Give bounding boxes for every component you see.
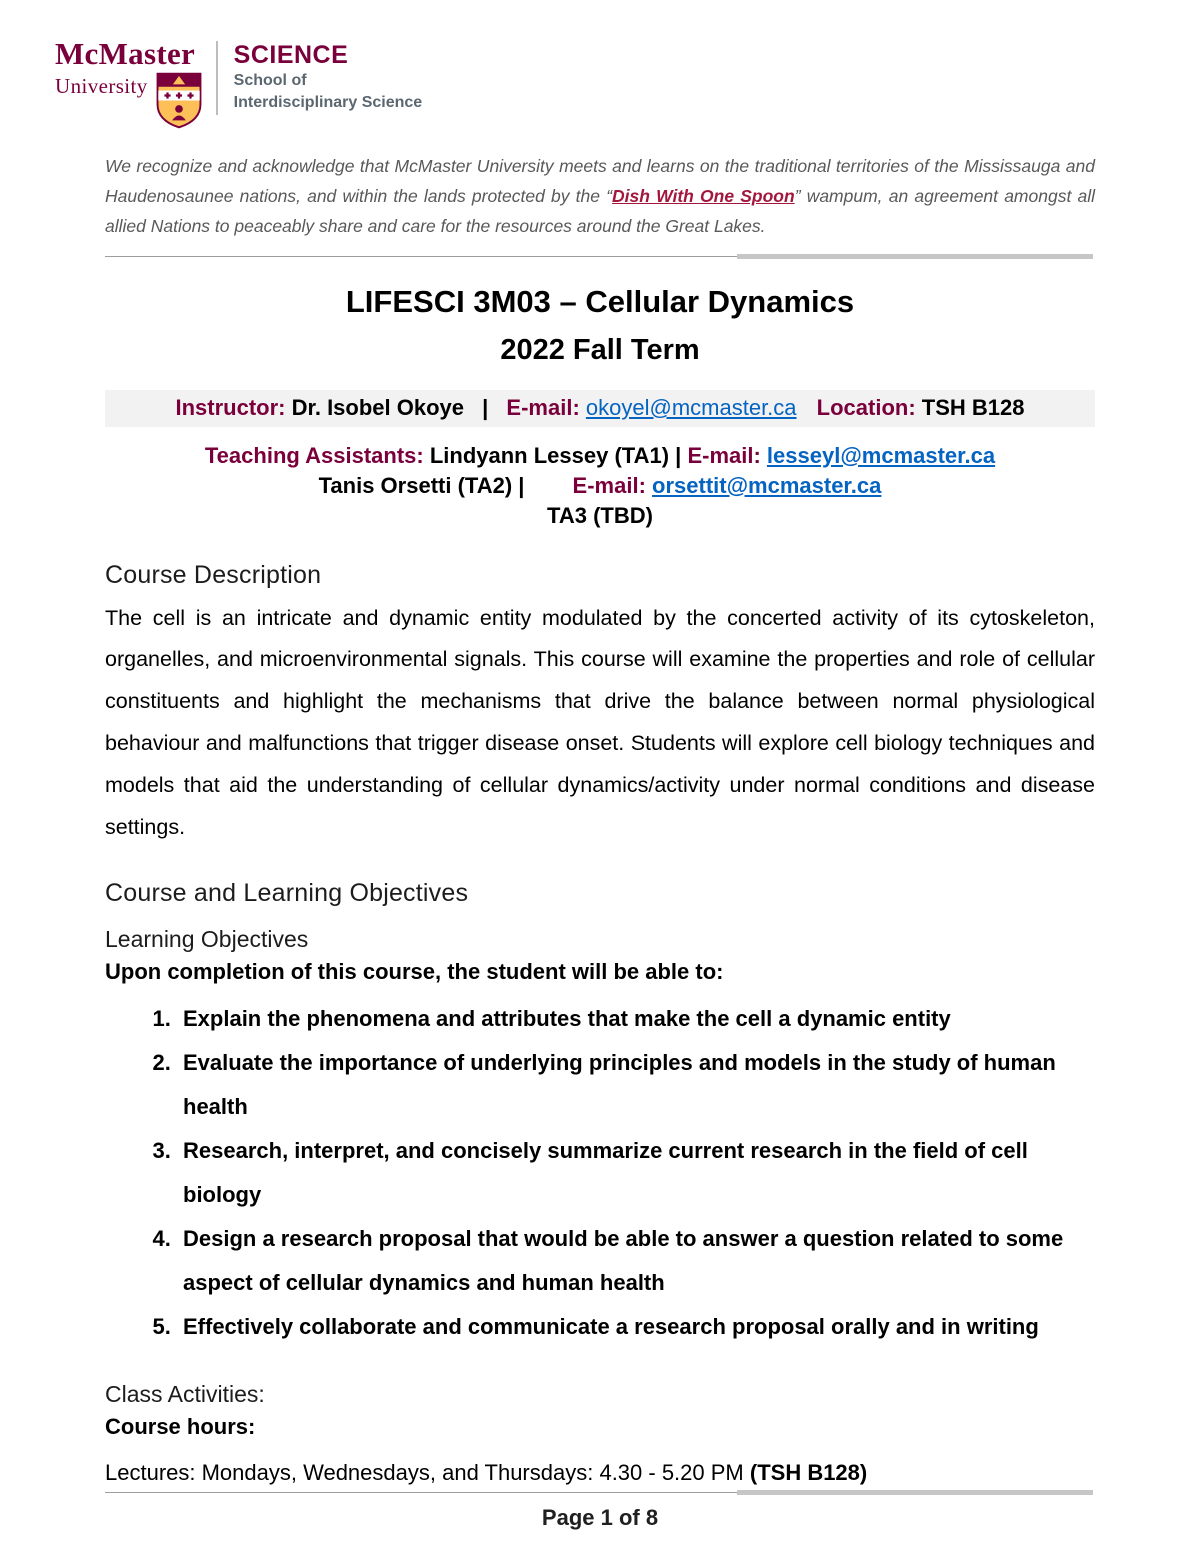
instructor-line [105,390,1095,427]
teaching-assistants-label: Teaching Assistants: [204,442,424,468]
course-title: LIFESCI 3M03 – Cellular Dynamics [345,283,855,319]
rule-thick-segment [737,1490,1093,1495]
instructor-email-label: E-mail: [506,394,580,420]
objectives-intro: Upon completion of this course, the student will be able to: [105,959,724,985]
objective-item-1: 1. Explain the phenomena and attributes that make the cell a dynamic entity [177,997,1095,1041]
header-boundary-rule [105,253,1095,260]
logo-divider [216,41,218,115]
instructor-email-link[interactable]: okoyel@mcmaster.ca [585,394,797,420]
logo-university-text: University [55,73,148,98]
location-label: Location: [816,394,916,420]
logo-wordmark [55,38,202,129]
objective-item-3: 3. Research, interpret, and concisely summarize current research in the field of cell biology [177,1129,1095,1217]
course-hours-label: Course hours: [105,1414,256,1440]
ta2-email-link[interactable]: orsettit@mcmaster.ca [652,472,882,498]
ta3-name: TA3 (TBD) [547,502,653,528]
document-body [105,282,1095,1486]
page-number: Page 1 of 8 [541,1505,659,1530]
lectures-text: Lectures: Mondays, Wednesdays, and Thursdays: 4.30 - 5.20 PM [105,1460,750,1486]
location-value: TSH B128 [921,394,1025,420]
rule-thick-segment [737,254,1093,259]
course-description-body: The cell is an intricate and dynamic entity modulated by the concerted activity of its cytoskeleton, organelles, and microenvironmental signals. This course will examine the properties and role of cellular constituents and highlight the mechanisms that drive the balance between normal physiological behaviour and malfunctions that trigger disease onset. Students will explore cell biology techniques and models that aid the understanding of cellular dynamics/activity under normal conditions and disease settings. [105,605,1095,840]
mcmaster-logo [55,38,1095,129]
objective-item-2: 2. Evaluate the importance of underlying principles and models in the study of human health [177,1041,1095,1129]
ta1-name: Lindyann Lessey (TA1) | [429,442,682,468]
dish-with-one-spoon-link[interactable]: Dish With One Spoon [612,185,795,206]
course-description-heading: Course Description [105,560,322,589]
teaching-assistants-block [105,441,1095,531]
ta-line-2 [105,471,1095,501]
learning-objectives-subheading: Learning Objectives [105,926,309,953]
logo-school-line2: Interdisciplinary Science [233,93,423,111]
ta2-name: Tanis Orsetti (TA2) | [318,472,525,498]
land-acknowledgment [105,151,1095,241]
ta2-email-label: E-mail: [572,472,646,498]
faculty-lockup [234,38,423,114]
logo-science-text: SCIENCE [233,41,349,69]
logo-mcmaster-text: McMaster [55,36,196,71]
ta-line-3 [105,501,1095,531]
mcmaster-crest-icon [156,72,202,129]
separator-pipe: | [482,394,489,420]
class-activities-heading: Class Activities: [105,1381,265,1408]
instructor-name: Dr. Isobel Okoye [291,394,465,420]
ta-line-1 [105,441,1095,471]
land-ack-text-2: ” wampum, an agreement amongst all allied Nations to peaceably share and care for the resources around the Great Lakes. [105,185,1095,236]
footer-boundary-rule [105,1489,1095,1496]
page-footer [105,1477,1095,1531]
lectures-location: (TSH B128) [749,1460,868,1486]
page-header [55,36,1095,260]
logo-school-line1: School of [233,71,307,89]
objectives-list [105,997,1095,1349]
course-term: 2022 Fall Term [500,334,700,367]
land-ack-text-1: We recognize and acknowledge that McMaster University meets and learns on the traditional territories of the Mississauga and Haudenosaunee nations, and within the lands protected by the “ [105,155,1095,206]
ta1-email-link[interactable]: lesseyl@mcmaster.ca [766,442,996,468]
instructor-label: Instructor: [175,394,286,420]
objectives-heading: Course and Learning Objectives [105,879,469,908]
objective-item-5: 5. Effectively collaborate and communicate a research proposal orally and in writing [177,1305,1095,1349]
ta1-email-label: E-mail: [687,442,761,468]
objective-item-4: 4. Design a research proposal that would be able to answer a question related to some aspect of cellular dynamics and human health [177,1217,1095,1305]
